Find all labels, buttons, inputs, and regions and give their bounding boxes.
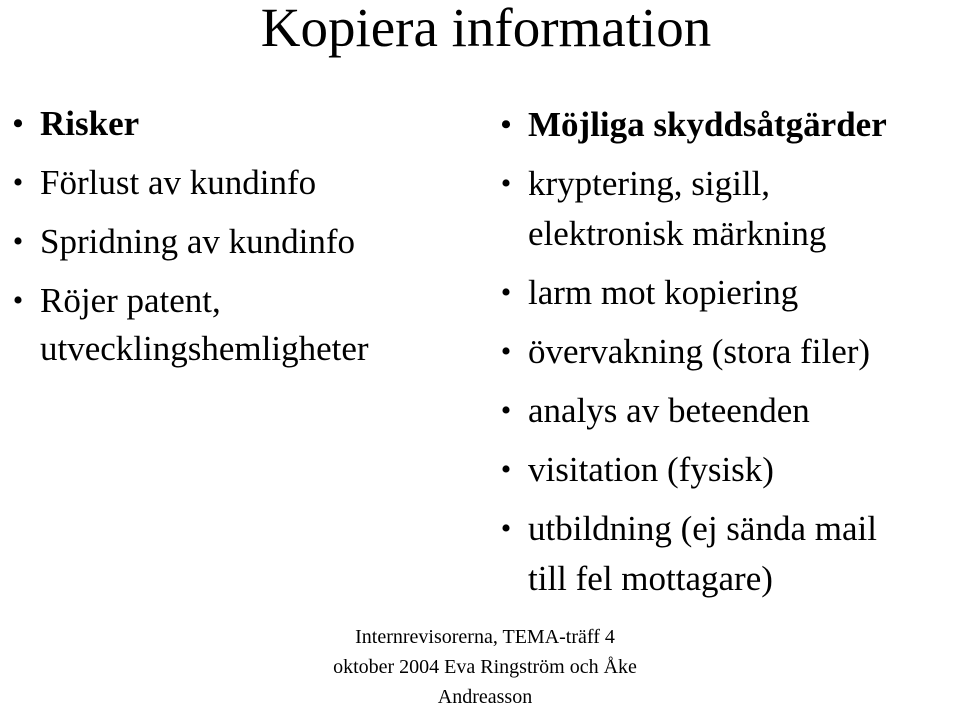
item-text: utvecklingshemligheter <box>40 329 369 368</box>
bullet-icon: • <box>12 225 24 258</box>
bullet-icon: • <box>12 107 24 140</box>
bullet-icon: • <box>500 335 512 368</box>
bullet-icon: • <box>500 453 512 486</box>
list-item-measures-heading <box>488 100 958 150</box>
footer-line: Internrevisorerna, TEMA-träff 4 <box>355 626 615 648</box>
bullet-icon: • <box>500 512 512 545</box>
footer-line: Andreasson <box>437 686 533 708</box>
item-text: utbildning (ej sända mail <box>528 509 877 548</box>
list-item <box>488 159 958 259</box>
list-item <box>488 327 958 377</box>
footer-line: oktober 2004 Eva Ringström och Åke <box>333 656 637 678</box>
slide-footer <box>0 622 960 712</box>
bullet-icon: • <box>12 284 24 317</box>
item-text: Spridning av kundinfo <box>40 222 355 261</box>
list-item <box>488 445 958 495</box>
item-text: Röjer patent, <box>40 281 221 320</box>
bullet-icon: • <box>500 394 512 427</box>
right-bullet-list <box>488 100 958 613</box>
list-item <box>0 159 470 207</box>
item-text: larm mot kopiering <box>528 273 799 312</box>
list-item <box>488 386 958 436</box>
bullet-icon: • <box>500 167 512 200</box>
item-text: visitation (fysisk) <box>528 450 774 489</box>
list-item <box>0 277 470 373</box>
item-text: till fel mottagare) <box>528 559 773 598</box>
slide-title: Kopiera information <box>260 0 712 58</box>
list-item-risks-heading <box>0 100 470 148</box>
bullet-icon: • <box>500 276 512 309</box>
left-bullet-list <box>0 100 470 384</box>
list-item <box>488 504 958 604</box>
item-text: Förlust av kundinfo <box>40 163 317 202</box>
list-item <box>488 268 958 318</box>
item-text: elektronisk märkning <box>528 214 827 253</box>
bullet-icon: • <box>500 108 512 141</box>
bullet-icon: • <box>12 166 24 199</box>
item-text: analys av beteenden <box>528 391 810 430</box>
item-text: Möjliga skyddsåtgärder <box>528 105 887 144</box>
list-item <box>0 218 470 266</box>
item-text: övervakning (stora filer) <box>528 332 871 371</box>
item-text: Risker <box>40 104 140 143</box>
item-text: kryptering, sigill, <box>528 164 771 203</box>
